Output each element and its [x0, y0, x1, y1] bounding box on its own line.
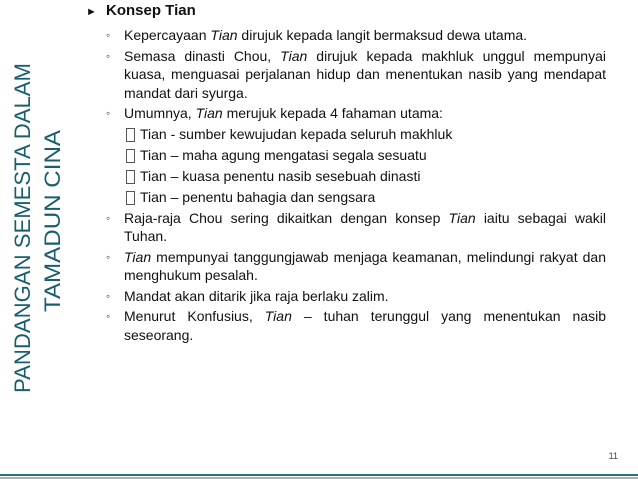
circle-bullet-icon: ◦: [106, 309, 111, 323]
bullet-text-segment: Tian: [280, 47, 308, 64]
bullet-text-segment: Umumnya,: [124, 105, 196, 121]
box-bullet-icon: [126, 149, 135, 163]
bullet-item: [86, 209, 606, 246]
bottom-decorative-line: [0, 473, 638, 479]
vertical-slide-title: [2, 0, 80, 400]
bullet-item: [86, 104, 606, 123]
bullet-text-segment: merujuk kepada 4 fahaman utama:: [222, 105, 443, 121]
bullet-text-segment: Tian – kuasa penentu nasib sesebuah dinasti: [140, 168, 421, 184]
circle-bullet-icon: ◦: [106, 249, 111, 264]
bullet-text-segment: Tian: [124, 248, 152, 265]
slide-content: [86, 2, 606, 344]
circle-bullet-icon: ◦: [106, 288, 111, 303]
circle-bullet-icon: ◦: [106, 48, 111, 63]
bullet-text-segment: dirujuk kepada langit bermaksud dewa utama.: [237, 27, 528, 43]
sub-bullet-item: [86, 167, 606, 186]
bullet-text-segment: iaitu sebagai wakil Tuhan.: [124, 209, 606, 244]
bullet-item: [86, 248, 606, 285]
bullet-text-segment: Mandat akan ditarik jika raja berlaku zalim.: [124, 287, 389, 304]
bullet-text-segment: Kepercayaan: [124, 27, 211, 43]
bullet-text-segment: Tian – penentu bahagia dan sengsara: [140, 189, 376, 205]
bullet-text-segment: Tian: [195, 105, 223, 121]
vertical-title-line-2: TAMADUN CINA: [40, 146, 65, 312]
sub-bullet-item: [86, 188, 606, 207]
bullet-list: [86, 26, 606, 344]
bullet-text-segment: dirujuk kepada makhluk unggul mempunyai kuasa, menguasai perjalanan hidup dan menentukan nasib yang mendapat mandat dari syurga.: [124, 47, 606, 101]
heading-label: Konsep Tian: [106, 2, 196, 19]
bullet-text-segment: – tuhan terunggul yang menentukan nasib seseorang.: [124, 308, 606, 343]
bullet-item: [86, 307, 606, 344]
bullet-text-segment: Tian: [210, 27, 238, 43]
section-heading: [86, 2, 606, 24]
box-bullet-icon: [126, 128, 135, 142]
bullet-text-segment: Tian - sumber kewujudan kepada seluruh makhluk: [140, 126, 453, 142]
sub-bullet-item: [86, 125, 606, 144]
vertical-title-line-1: PANDANGAN SEMESTA DALAM: [10, 64, 35, 393]
box-bullet-icon: [126, 191, 135, 205]
sub-bullet-item: [86, 146, 606, 165]
circle-bullet-icon: ◦: [106, 106, 111, 120]
circle-bullet-icon: ◦: [106, 210, 111, 225]
bullet-item: [86, 287, 606, 306]
bullet-item: [86, 47, 606, 103]
triangle-bullet-icon: ►: [86, 6, 97, 18]
bullet-text-segment: Menurut Konfusius,: [124, 308, 265, 324]
bullet-item: [86, 26, 606, 45]
bullet-text-segment: Semasa dinasti Chou,: [124, 47, 281, 64]
circle-bullet-icon: ◦: [106, 28, 111, 42]
bullet-text-segment: Tian: [448, 209, 476, 226]
bullet-text-segment: Tian – maha agung mengatasi segala sesuatu: [140, 147, 427, 163]
page-number: 11: [608, 451, 618, 461]
bullet-text-segment: Raja-raja Chou sering dikaitkan dengan konsep: [124, 209, 449, 226]
box-bullet-icon: [126, 170, 135, 184]
bullet-text-segment: Tian: [264, 308, 292, 324]
bullet-text-segment: mempunyai tanggungjawab menjaga keamanan, melindungi rakyat dan menghukum pesalah.: [124, 248, 606, 283]
